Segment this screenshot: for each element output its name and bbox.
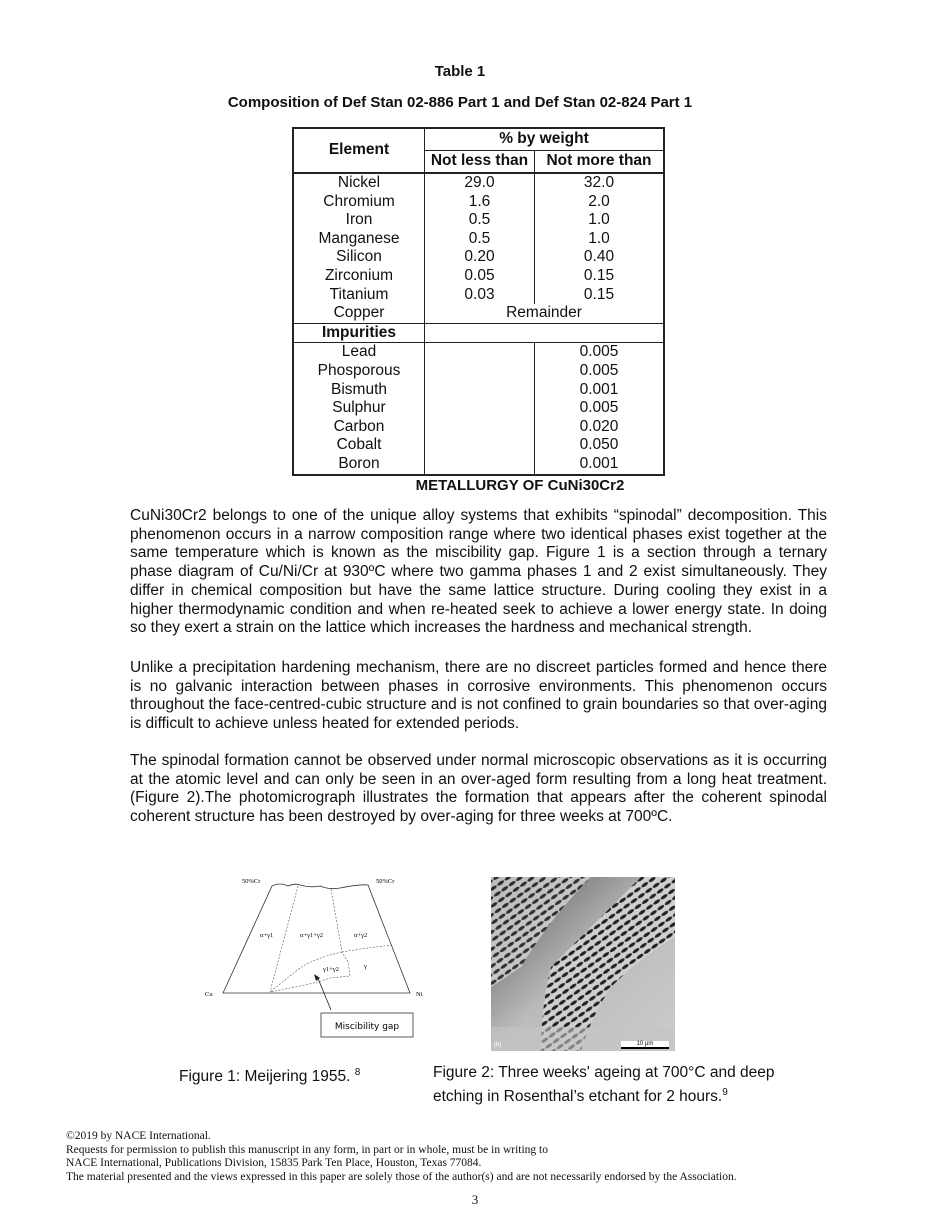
section-heading: METALLURGY OF CuNi30Cr2 xyxy=(415,477,625,494)
min-value xyxy=(425,343,535,362)
element-name: Chromium xyxy=(293,193,425,212)
element-name: Cobalt xyxy=(293,436,425,455)
table-row xyxy=(293,193,664,212)
phase-diagram xyxy=(200,870,440,1040)
max-value: 0.40 xyxy=(583,248,615,266)
min-value xyxy=(425,399,535,418)
min-value xyxy=(425,436,535,455)
element-name: Bismuth xyxy=(293,381,425,400)
label-region-5: γ xyxy=(364,963,367,970)
paragraph: CuNi30Cr2 belongs to one of the unique alloy systems that exhibits “spinodal” decomposition. This phenomenon occurs in a narrow composition range where two identical phases exist together at the same temperature which is known as the miscibility gap. Figure 1 is a section through a ternary phase diagram of Cu/Ni/Cr at 930ºC where two gamma phases 1 and 2 exist simultaneously. They differ in chemical composition but have the same lattice structure. During cooling they exist in a higher thermodynamic condition and when re-heated seek to achieve a lower energy state. In doing so they exert a strain on the lattice which increases the hardness and mechanical strength. xyxy=(130,507,827,637)
element-name: Silicon xyxy=(293,248,425,267)
element-name: Lead xyxy=(293,343,425,362)
impurity-row xyxy=(293,343,664,362)
max-value: 0.020 xyxy=(579,417,619,435)
min-value xyxy=(425,418,535,437)
min-value: 0.5 xyxy=(425,211,535,230)
caption-text: Figure 1: Meijering 1955. xyxy=(179,1068,351,1086)
label-region-2: α+γ1+γ2 xyxy=(300,932,323,939)
copper-element: Copper xyxy=(293,304,425,323)
table-row xyxy=(293,286,664,305)
min-value: 29.0 xyxy=(425,173,535,193)
impurity-row xyxy=(293,436,664,455)
impurity-row xyxy=(293,455,664,475)
label-cr-left: 50%Cr xyxy=(242,878,261,885)
min-value: 0.05 xyxy=(425,267,535,286)
micrograph-texture xyxy=(491,877,675,1051)
min-value xyxy=(425,455,535,475)
table-row xyxy=(293,211,664,230)
impurities-label: Impurities xyxy=(293,323,425,343)
paragraph: Unlike a precipitation hardening mechanism, there are no discreet particles formed and hence there is no galvanic interaction between phases in corrosive environments. This phenomenon occurs throughout the face-centred-cubic structure and is not confined to grain boundaries so that over-aging is difficult to achieve unless heated for extended periods. xyxy=(130,659,827,733)
header-element: Element xyxy=(293,128,425,173)
figure2-caption xyxy=(433,1063,813,1107)
min-value: 1.6 xyxy=(425,193,535,212)
label-ni: Ni xyxy=(416,991,423,998)
header-max: Not more than xyxy=(546,152,652,170)
max-value: 0.15 xyxy=(583,266,615,284)
callout-miscibility-gap: Miscibility gap xyxy=(334,1022,400,1032)
max-value: 0.005 xyxy=(579,399,619,417)
impurity-row xyxy=(293,418,664,437)
label-region-4: γ1+γ2 xyxy=(323,966,339,973)
label-cu: Cu xyxy=(205,991,213,998)
photomicrograph xyxy=(491,877,675,1051)
footer-line: Requests for permission to publish this manuscript in any form, in part or in whole, must be in writing to xyxy=(66,1143,548,1156)
element-name: Manganese xyxy=(293,230,425,249)
max-value: 1.0 xyxy=(588,211,610,229)
impurity-row xyxy=(293,362,664,381)
label-cr-right: 50%Cr xyxy=(376,878,395,885)
header-min: Not less than xyxy=(425,151,535,174)
impurity-row xyxy=(293,399,664,418)
max-value: 2.0 xyxy=(588,192,610,210)
element-name: Phosporous xyxy=(293,362,425,381)
max-value: 0.005 xyxy=(579,361,619,379)
paragraph: The spinodal formation cannot be observed under normal microscopic observations as it is occurring at the atomic level and can only be seen in an over-aged form resulting from a long heat treatment. (Figure 2).The photomicrograph illustrates the formation that appears after the coherent spinodal coherent structure has been destroyed by over-aging for three weeks at 700ºC. xyxy=(130,752,827,826)
impurity-row xyxy=(293,381,664,400)
table-caption: Composition of Def Stan 02-886 Part 1 and Def Stan 02-824 Part 1 xyxy=(227,94,693,111)
page-number: 3 xyxy=(471,1192,479,1207)
max-value: 1.0 xyxy=(588,229,610,247)
table-row xyxy=(293,173,664,193)
header-weight: % by weight xyxy=(425,128,665,151)
element-name: Boron xyxy=(293,455,425,475)
table-title: Table 1 xyxy=(434,63,486,80)
min-value: 0.20 xyxy=(425,248,535,267)
max-value: 0.001 xyxy=(579,454,619,472)
table-row xyxy=(293,248,664,267)
max-value: 32.0 xyxy=(583,174,615,191)
scale-bar: 10 μm xyxy=(621,1041,669,1049)
label-region-1: α+γ1 xyxy=(260,932,274,939)
min-value: 0.03 xyxy=(425,286,535,305)
min-value xyxy=(425,381,535,400)
table-row xyxy=(293,267,664,286)
max-value: 0.001 xyxy=(579,380,619,398)
footer-line: ©2019 by NACE International. xyxy=(66,1130,211,1142)
figure1-caption xyxy=(179,1063,360,1087)
table-row xyxy=(293,230,664,249)
label-region-3: α+γ2 xyxy=(354,932,368,939)
max-value: 0.050 xyxy=(579,436,619,454)
panel-label: (b) xyxy=(494,1042,502,1048)
max-value: 0.005 xyxy=(579,343,619,361)
footer-line: The material presented and the views expressed in this paper are solely those of the author(s) and are not necessarily endorsed by the Association. xyxy=(66,1170,737,1183)
reference-number: 9 xyxy=(722,1087,728,1098)
max-value: 0.15 xyxy=(583,285,615,303)
element-name: Nickel xyxy=(293,173,425,193)
element-name: Carbon xyxy=(293,418,425,437)
footer xyxy=(66,1130,737,1184)
copper-value: Remainder xyxy=(506,304,582,322)
min-value xyxy=(425,362,535,381)
element-name: Titanium xyxy=(293,286,425,305)
element-name: Sulphur xyxy=(293,399,425,418)
composition-table xyxy=(292,127,665,476)
element-name: Iron xyxy=(293,211,425,230)
caption-text: Figure 2: Three weeks' ageing at 700°C and deep etching in Rosenthal’s etchant for 2 hours. xyxy=(433,1064,775,1106)
element-name: Zirconium xyxy=(293,267,425,286)
footer-line: NACE International, Publications Division, 15835 Park Ten Place, Houston, Texas 77084. xyxy=(66,1157,482,1169)
reference-number: 8 xyxy=(354,1067,361,1078)
min-value: 0.5 xyxy=(425,230,535,249)
